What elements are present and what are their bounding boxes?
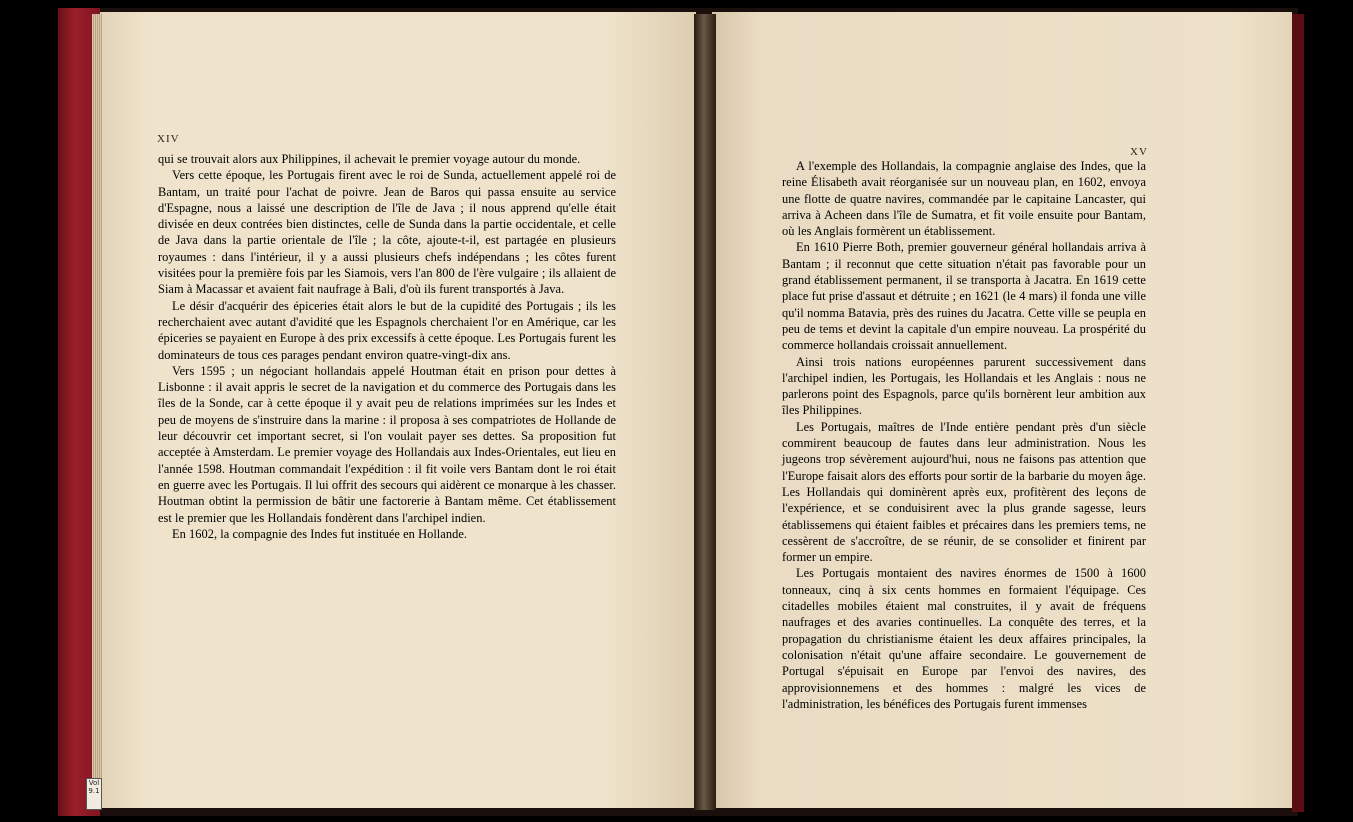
spine-label: Vol 9.1 (86, 778, 102, 810)
page-edges (92, 14, 102, 808)
page-number-left: XIV (157, 133, 180, 145)
paragraph: Vers cette époque, les Portugais firent avec le roi de Sunda, actuellement appelé roi de Bantam, un traité pour l'achat de poivre. Jean de Baros qui passa ensuite au service d'Espagne, nous a laissé une description de l'île de Java ; il nous apprend qu'elle était divisée en deux contrées bien distinctes, celle de Sunda dans la partie occidentale, et celle de Java dans la partie orientale de l'île ; la côte, ajoute-t-il, est partagée en plusieurs royaumes : dans l'intérieur, il y a aussi plusieurs chefs indépendans ; les côtes furent visitées pour la première fois par les Siamois, vers l'an 800 de l'ère vulgaire ; ils allaient de Siam à Macassar et avaient fait naufrage à Bali, d'où ils furent transportés à Java. (158, 168, 616, 297)
paragraph: qui se trouvait alors aux Philippines, il achevait le premier voyage autour du monde. (158, 152, 581, 166)
page-number-right: XV (1130, 146, 1148, 158)
paragraph: En 1602, la compagnie des Indes fut instituée en Hollande. (172, 526, 468, 541)
paragraph: A l'exemple des Hollandais, la compagnie anglaise des Indes, que la reine Élisabeth avait réorganisée sur un nouveau plan, en 1602, envoya une flotte de quatre navires, commandée par le capitaine Lancaster, qui arriva à Acheen dans l'île de Sumatra, et fit voile ensuite pour Bantam, où les Anglais formèrent un établissement. (782, 159, 1146, 239)
paragraph: Le désir d'acquérir des épiceries était alors le but de la cupidité des Portugais ; ils les recherchaient avec autant d'avidité que les Espagnols cherchaient l'or en Amérique, car les épiceries se payaient en Europe à des prix excessifs à cette époque. Les Portugais furent les dominateurs de tous ces parages pendant environ quatre-vingt-dix ans. (158, 298, 616, 362)
paragraph: En 1610 Pierre Both, premier gouverneur général hollandais arriva à Bantam ; il reconnut que cette situation n'était pas favorable pour un grand établissement permanent, il se transporta à Jacatra. En 1619 cette place fut prise d'assaut et détruite ; en 1621 (le 4 mars) il fonda une ville qu'il nomma Batavia, près des ruines du Jacatra. Cette ville se peupla en peu de tems et devint la capitale d'un empire nouveau. La prospérité du commerce hollandais croissait annuellement. (782, 240, 1146, 353)
book-gutter (694, 14, 716, 810)
paragraph: Ainsi trois nations européennes parurent successivement dans l'archipel indien, les Portugais, les Hollandais et les Anglais : nous ne parlerons point des Espagnols, parce qu'ils bornèrent leur ambition aux îles Philippines. (782, 354, 1146, 418)
paragraph: Les Portugais montaient des navires énormes de 1500 à 1600 tonneaux, cinq à six cents hommes en formaient l'équipage. Ces citadelles mobiles étaient mal construites, il y avait de fréquens naufrages et des avaries continuelles. La conquête des terres, et la propagation du christianisme étaient les deux affaires principales, la colonisation n'était qu'une affaire secondaire. Le gouvernement de Portugal s'épuisait en Europe par l'envoi des navires, des approvisionnemens et des hommes : malgré les vices de l'administration, les bénéfices des Portugais furent immenses (782, 566, 1146, 711)
paragraph: Les Portugais, maîtres de l'Inde entière pendant près d'un siècle commirent beaucoup de fautes dans leur administration. Nous les jugeons trop sévèrement aujourd'hui, nous ne faisons pas attention que l'Europe faisait alors des efforts pour sortir de la barbarie du moyen âge. Les Hollandais qui dominèrent après eux, profitèrent des leçons de l'expérience, et se conduisirent avec la plus grande sagesse, leurs établissemens qui étaient faibles et précaires dans les premiers tems, ne cessèrent de s'accroître, de se réunir, de se consolider et finirent par former un empire. (782, 419, 1146, 565)
paragraph: Vers 1595 ; un négociant hollandais appelé Houtman était en prison pour dettes à Lisbonne : il avait appris le secret de la navigation et du commerce des Portugais dans les îles de la Sonde, car à cette époque il y avait peu de relations imprimées sur les Indes et peu de moyens de s'instruire dans la marine : il proposa à ses compatriotes de Hollande de leur découvrir cet important secret, si l'on voulait payer ses dettes. Sa proposition fut acceptée à Amsterdam. Le premier voyage des Hollandais aux Indes-Orientales, eut lieu en l'année 1598. Houtman commandait l'expédition : il fit voile vers Bantam dont le roi était en guerre avec les Portugais. Il lui offrit des secours qui aidèrent ce monarque à les chasser. Houtman obtint la permission de bâtir une factorerie à Bantam même. Cet établissement est le premier que les Hollandais fondèrent dans l'archipel indien. (158, 363, 616, 525)
left-page-text (158, 151, 616, 542)
book-cover-right (1292, 14, 1304, 812)
right-page-text (782, 158, 1146, 712)
